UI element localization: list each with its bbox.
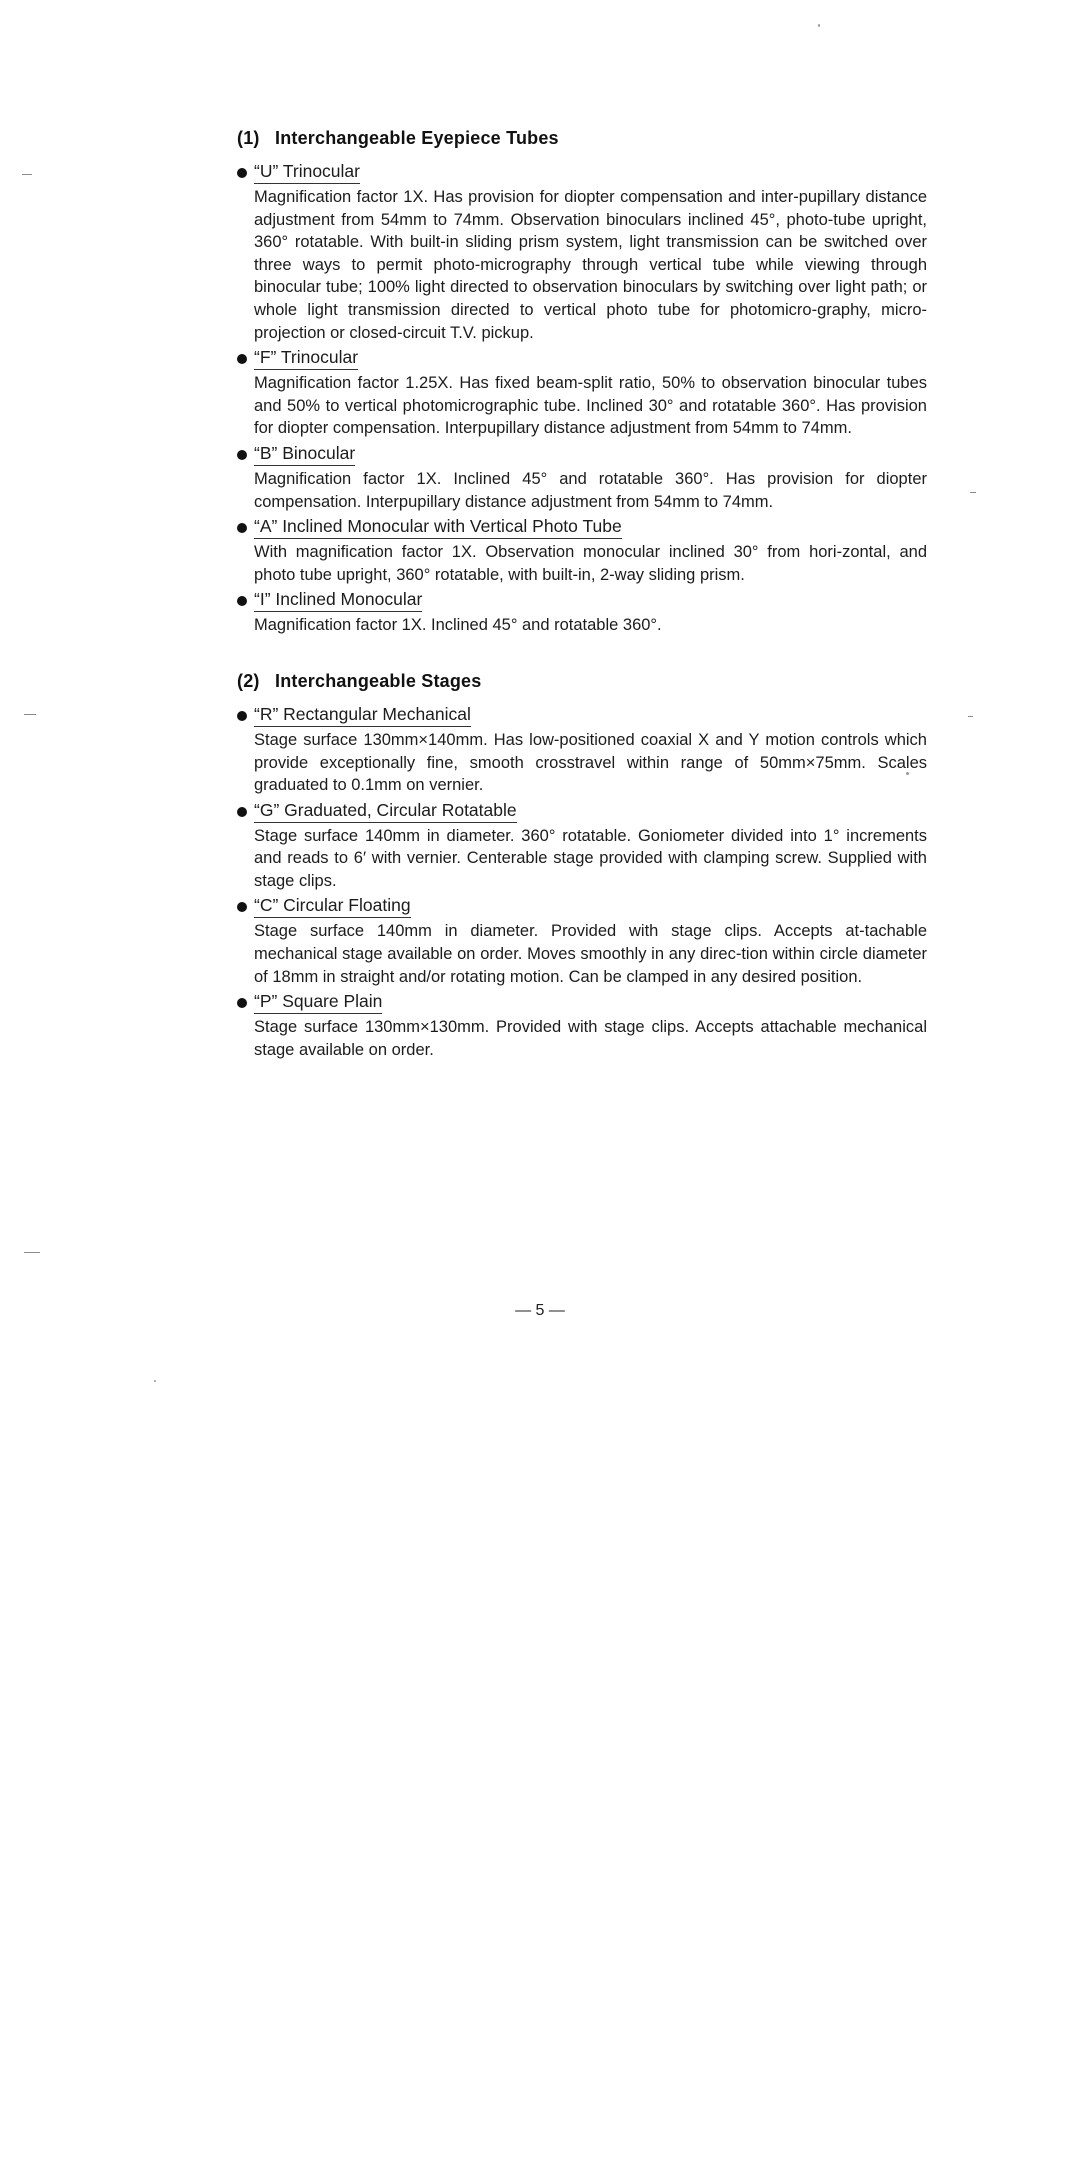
item-description: With magnification factor 1X. Observation monocular inclined 30° from hori-zontal, and photo tube upright, 360° rotatable, with built-in, 2-way sliding prism. [254,543,927,584]
scan-mark [22,174,32,175]
page-number: — 5 — [515,1302,565,1319]
list-item [237,991,927,1061]
item-description: Magnification factor 1X. Inclined 45° and rotatable 360°. Has provision for diopter compensation. Interpupillary distance adjustment from 54mm to 74mm. [254,469,927,511]
section-title: Interchangeable Eyepiece Tubes [275,128,559,148]
section-eyepiece-tubes [237,128,927,637]
list-item [237,895,927,988]
bullet-icon [237,902,247,912]
bullet-icon [237,354,247,364]
bullet-icon [237,168,247,178]
item-description: Magnification factor 1X. Has provision for diopter compensation and inter-pupillary distance adjustment from 54mm to 74mm. Observation binoculars inclined 45°, photo-tube upright, 360° rotatable. With built-in sliding prism system, light transmission can be switched over three ways to permit photo-micrography through vertical tube while viewing through binocular tube; 100% light directed to observation binoculars by switching over light path; or whole light transmission directed to vertical photo tube for photomicro-graphy, micro-projection or closed-circuit T.V. pickup. [254,188,927,342]
scan-speck [818,24,820,27]
item-description: Stage surface 130mm×130mm. Provided with stage clips. Accepts attachable mechanical stage available on order. [254,1018,927,1059]
item-description: Stage surface 140mm in diameter. Provided with stage clips. Accepts at-tachable mechanical stage available on order. Moves smoothly in any direc-tion within circle diameter of 18mm in straight and/or rotating motion. Can be clamped in any desired position. [254,922,927,986]
list-item [237,704,927,797]
scan-speck [154,1380,156,1382]
section-title: Interchangeable Stages [275,670,482,691]
list-item [237,589,927,637]
section-heading [237,671,927,692]
bullet-icon [237,711,247,721]
document-page [237,128,927,1064]
scan-mark [24,1252,40,1253]
item-title: “G” Graduated, Circular Rotatable [254,800,517,823]
section-heading [237,128,927,149]
bullet-icon [237,596,247,606]
item-title: “U” Trinocular [254,161,360,184]
item-title: “I” Inclined Monocular [254,589,422,612]
item-title: “F” Trinocular [254,347,358,370]
item-title: “C” Circular Floating [254,895,411,918]
bullet-icon [237,523,247,533]
bullet-icon [237,450,247,460]
item-title: “P” Square Plain [254,991,382,1014]
bullet-icon [237,998,247,1008]
item-description: Stage surface 140mm in diameter. 360° rotatable. Goniometer divided into 1° increments and reads to 6′ with vernier. Centerable stage provided with clamping screw. Supplied with stage clips. [254,826,927,890]
list-item [237,800,927,893]
item-title: “B” Binocular [254,443,355,466]
item-title: “A” Inclined Monocular with Vertical Photo Tube [254,516,622,539]
item-title: “R” Rectangular Mechanical [254,704,471,727]
section-number: (2) [237,670,260,691]
item-description: Magnification factor 1.25X. Has fixed beam-split ratio, 50% to observation binocular tubes and 50% to vertical photomicrographic tube. Inclined 30° and rotatable 360°. Has provision for diopter compensation. Interpupillary distance adjustment from 54mm to 74mm. [254,374,927,438]
scan-mark [968,716,973,717]
scan-mark [24,714,36,715]
section-number: (1) [237,128,260,148]
list-item [237,347,927,440]
item-description: Stage surface 130mm×140mm. Has low-positioned coaxial X and Y motion controls which provide exceptionally fine, smooth crosstravel within range of 50mm×75mm. Scales graduated to 0.1mm on vernier. [254,730,927,795]
bullet-icon [237,807,247,817]
list-item [237,443,927,513]
scan-mark [970,492,976,493]
list-item [237,516,927,586]
list-item [237,161,927,344]
section-stages [237,671,927,1062]
scan-speck [906,772,909,775]
item-description: Magnification factor 1X. Inclined 45° and rotatable 360°. [254,616,662,635]
